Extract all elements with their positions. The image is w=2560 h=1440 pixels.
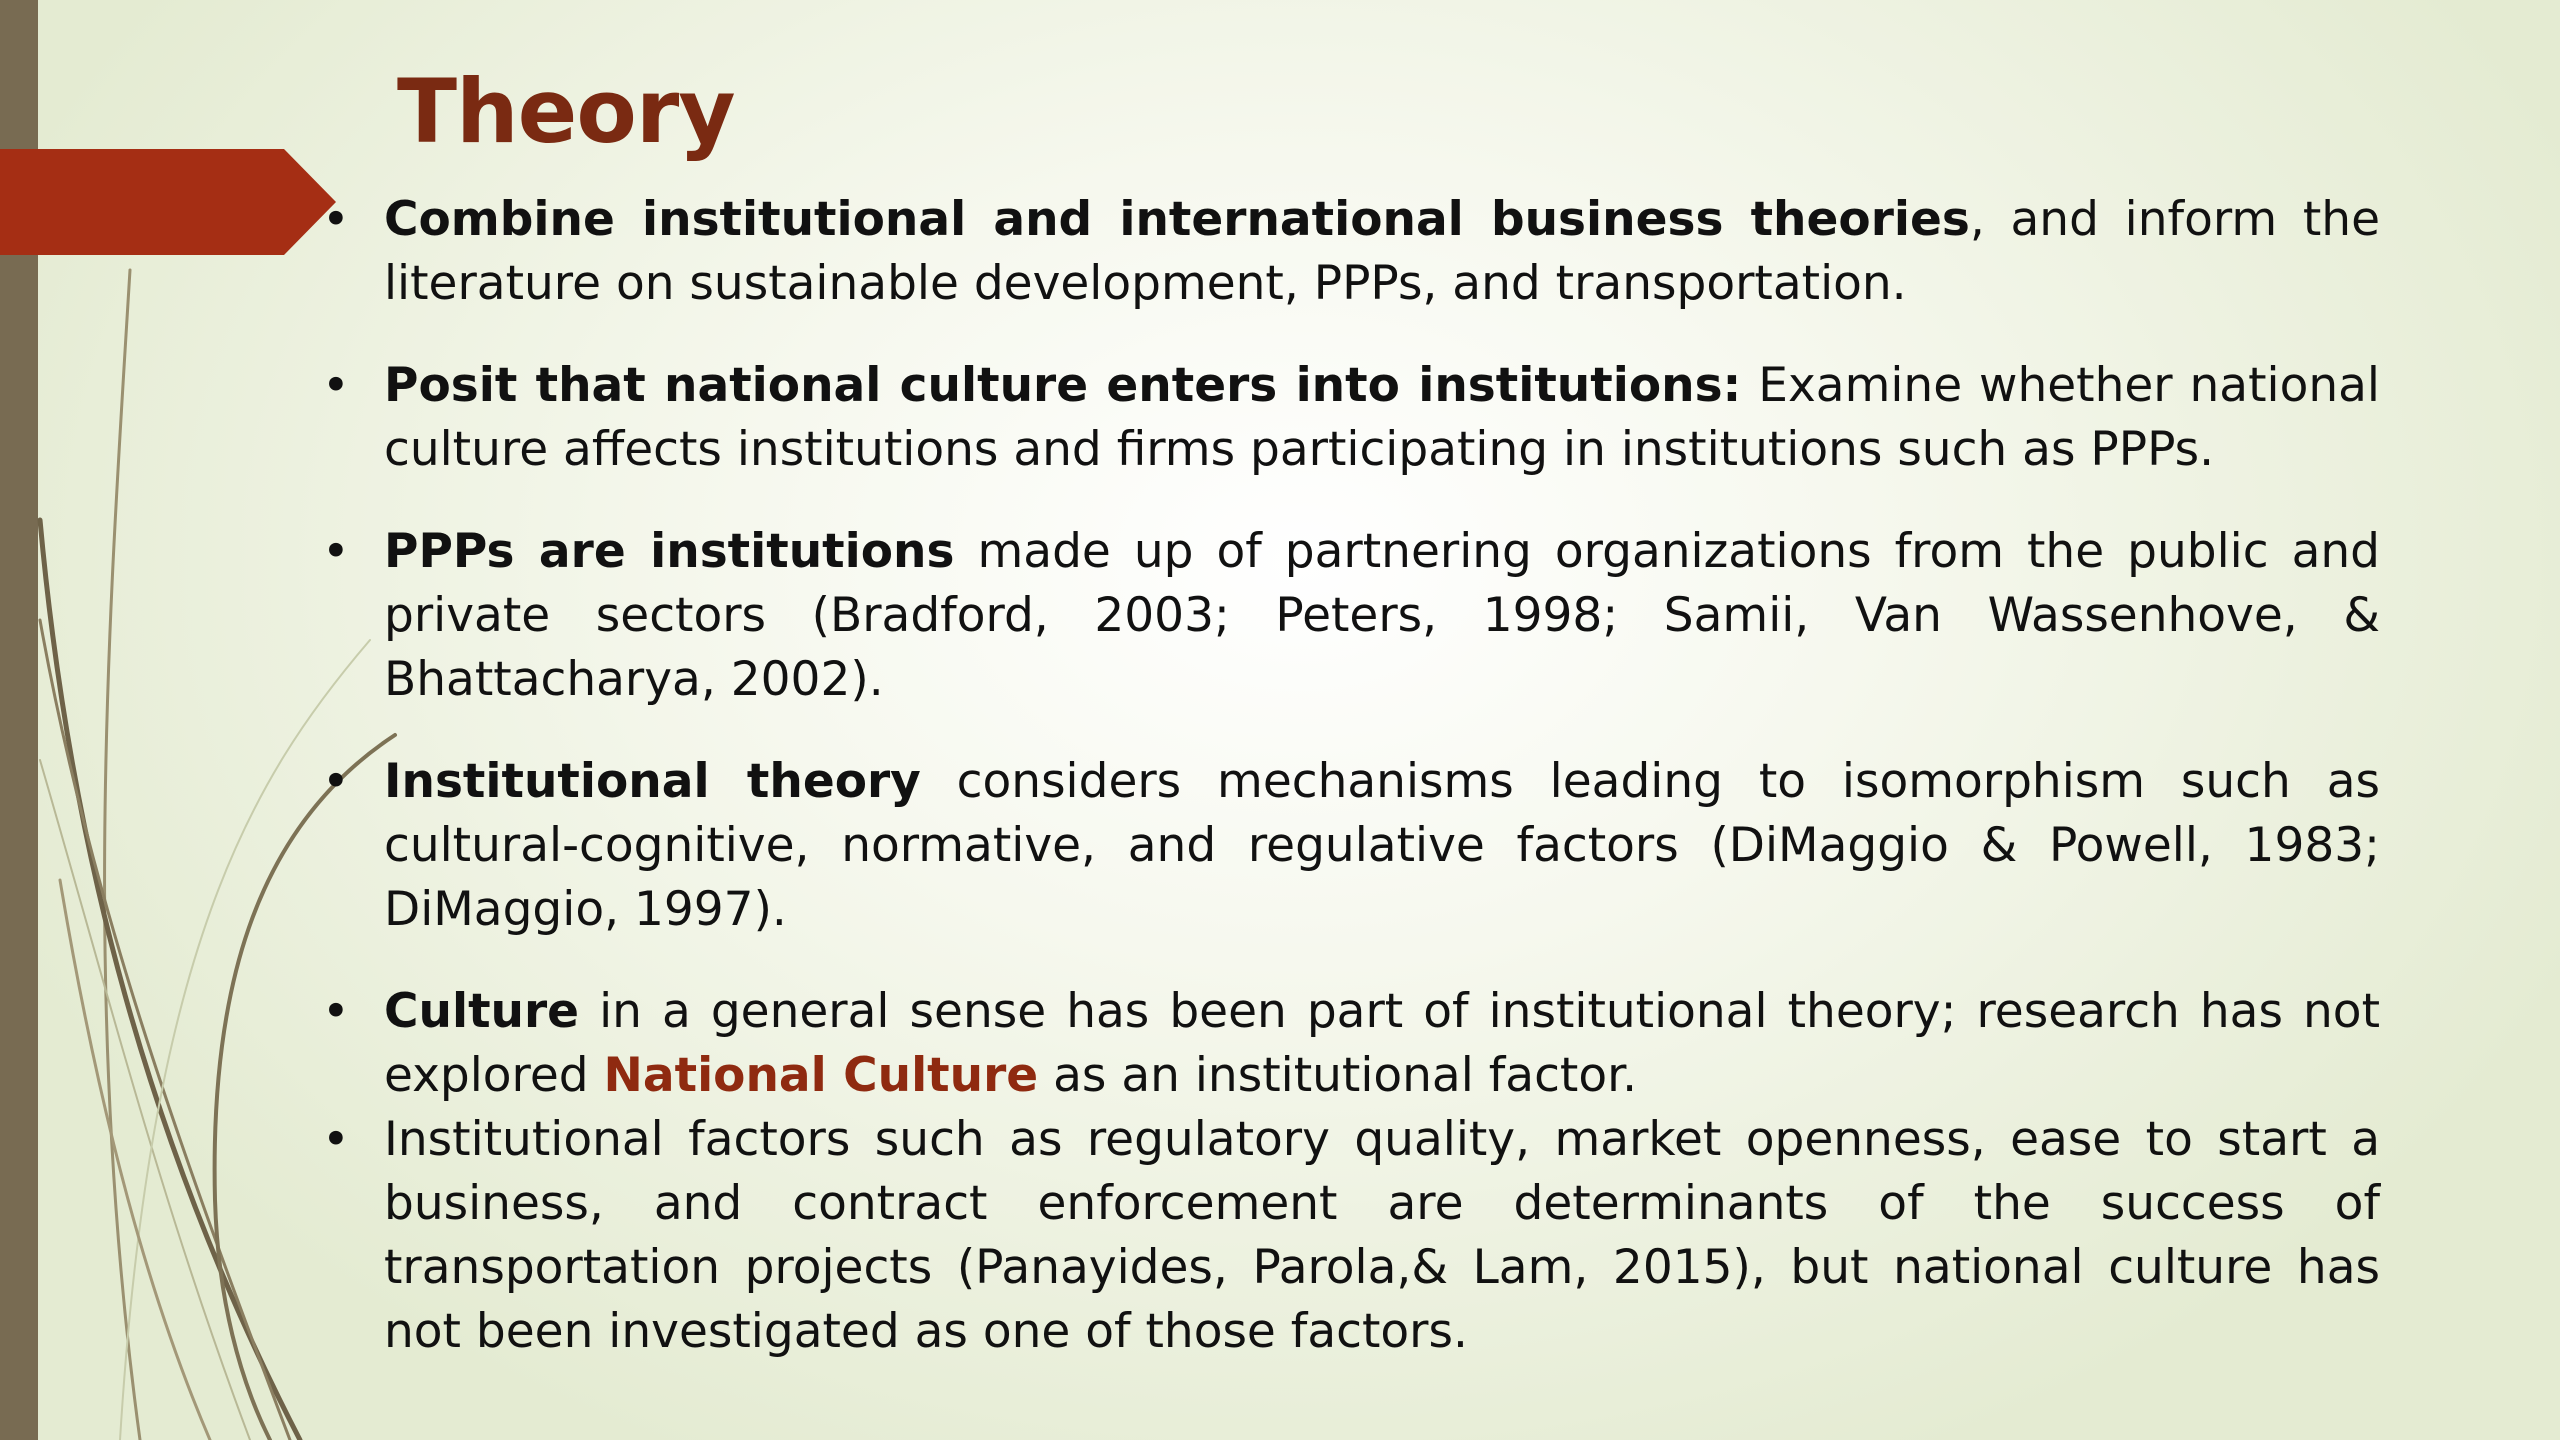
- bullet-item: [384, 980, 2380, 1108]
- bullet-bold-lead: Institutional theory: [384, 754, 921, 809]
- bullet-text: made up of partnering organizations from the public and private sectors (Bradford, 2003; Peters, 1998; Samii, Van Wassenhove, & Bhattacharya, 2002).: [384, 524, 2380, 707]
- highlight-national-culture: National Culture: [603, 1048, 1039, 1103]
- bullet-item: [384, 188, 2380, 316]
- slide-title: Theory: [397, 60, 735, 163]
- bullet-bold-lead: Culture: [384, 984, 580, 1039]
- bullet-item: [384, 520, 2380, 712]
- bullet-item: [384, 750, 2380, 942]
- bullet-text: Examine whether national culture affects institutions and firms participating in institutions such as PPPs.: [384, 358, 2380, 477]
- bullet-bold-lead: Combine institutional and international business theories: [384, 192, 1970, 247]
- bullet-bold-lead: PPPs are institutions: [384, 524, 955, 579]
- bullet-text-after: as an institutional factor.: [1038, 1048, 1638, 1103]
- bullet-bold-lead: Posit that national culture enters into institutions:: [384, 358, 1742, 413]
- bullet-text: in a general sense has been part of institutional theory; research has not explored: [384, 984, 2380, 1103]
- bullet-text: considers mechanisms leading to isomorphism such as cultural-cognitive, normative, and regulative factors (DiMaggio & Powell, 1983; DiMaggio, 1997).: [384, 754, 2380, 937]
- bullet-text: Institutional factors such as regulatory quality, market openness, ease to start a business, and contract enforcement are determinants of the success of transportation projects (Panayides, Parola,& Lam, 2015), but national culture has not been investigated as one of those factors.: [384, 1112, 2380, 1359]
- bullet-item: [384, 1108, 2380, 1364]
- bullet-list: [384, 188, 2380, 1364]
- bullet-text: , and inform the literature on sustainable development, PPPs, and transportation.: [384, 192, 2380, 311]
- arrow-tab-shape: [0, 149, 336, 255]
- bullet-item: [384, 354, 2380, 482]
- curve-line: [215, 735, 395, 1440]
